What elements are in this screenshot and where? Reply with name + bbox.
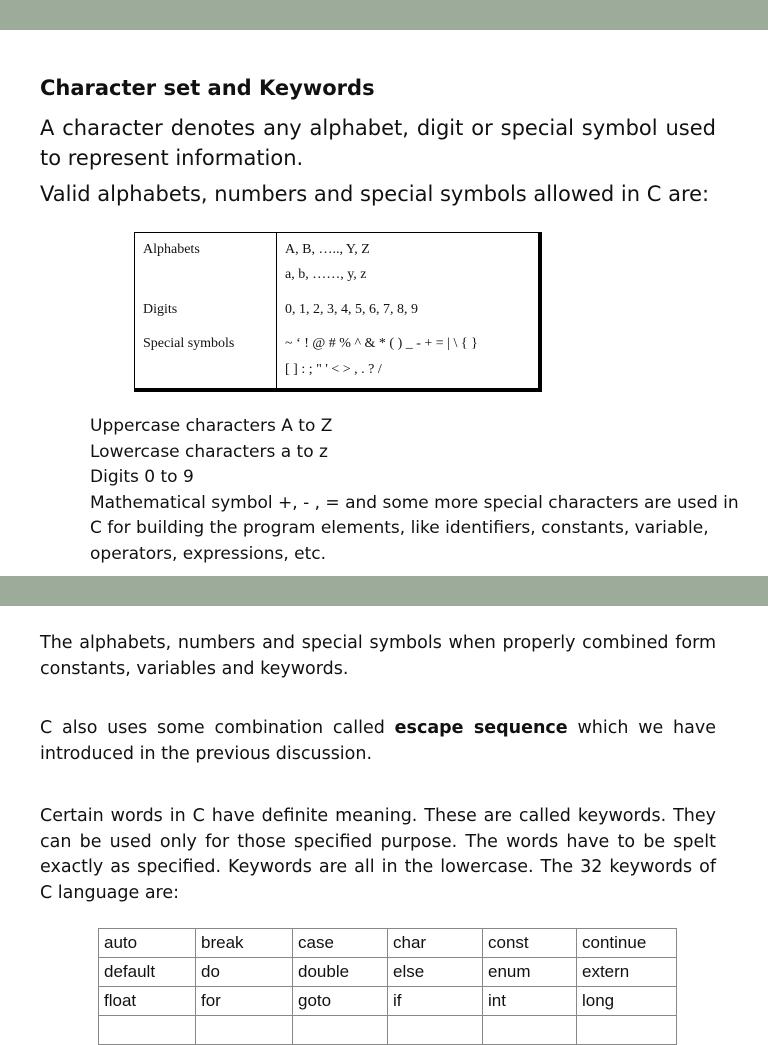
list-item: Mathematical symbol +, - , = and some more special characters are used in C for building the program elements, like identifiers, constants, variable, operators, expressions, etc. [90, 492, 739, 564]
escape-text-after: which we have introduced in the previous discussion. [40, 718, 716, 764]
keyword-cell: break [196, 929, 293, 958]
character-list [90, 414, 740, 567]
keyword-cell: for [196, 987, 293, 1016]
table-label-digits: Digits [143, 302, 178, 317]
keywords-paragraph: Certain words in C have definite meaning. These are called keywords. They can be used only for those specified purpose. The words have to be spelt exactly as specified. Keywords are all in the lowercase. The 32 keywords of C language are: [40, 806, 716, 903]
table-row [99, 987, 677, 1016]
keyword-cell [483, 1016, 577, 1045]
keyword-cell: do [196, 958, 293, 987]
intro-paragraph: A character denotes any alphabet, digit or special symbol used to represent information. [40, 116, 716, 170]
slide-header-band [0, 0, 768, 30]
keyword-cell: case [293, 929, 388, 958]
table-row [99, 1016, 677, 1045]
table-row [99, 929, 677, 958]
keyword-cell: extern [577, 958, 677, 987]
table-value-uppercase: A, B, ….., Y, Z [285, 242, 370, 257]
valid-characters-paragraph: Valid alphabets, numbers and special symbols allowed in C are: [40, 182, 710, 206]
list-item: Digits 0 to 9 [90, 467, 194, 487]
keyword-cell: double [293, 958, 388, 987]
list-item: Lowercase characters a to z [90, 441, 328, 462]
keyword-cell [388, 1016, 483, 1045]
table-value-lowercase: a, b, ……, y, z [285, 267, 367, 282]
keyword-cell: continue [577, 929, 677, 958]
table-label-alphabets: Alphabets [143, 242, 200, 257]
keyword-cell: auto [99, 929, 196, 958]
keywords-table [98, 928, 677, 1045]
table-value-digits: 0, 1, 2, 3, 4, 5, 6, 7, 8, 9 [285, 302, 418, 317]
escape-sequence-term: escape sequence [394, 718, 568, 738]
combined-form-paragraph: The alphabets, numbers and special symbols when properly combined form constants, variables and keywords. [40, 633, 716, 679]
slide-separator-band [0, 576, 768, 606]
table-label-special-symbols: Special symbols [143, 336, 235, 351]
keyword-cell: enum [483, 958, 577, 987]
keyword-cell: char [388, 929, 483, 958]
keyword-cell: float [99, 987, 196, 1016]
keyword-cell [99, 1016, 196, 1045]
list-item: Uppercase characters A to Z [90, 416, 333, 436]
keyword-cell: long [577, 987, 677, 1016]
keyword-cell [196, 1016, 293, 1045]
table-divider [276, 233, 277, 388]
escape-text-before: C also uses some combination called [40, 718, 395, 738]
keyword-cell: if [388, 987, 483, 1016]
keyword-cell [293, 1016, 388, 1045]
keyword-cell: else [388, 958, 483, 987]
table-row [99, 958, 677, 987]
keyword-cell: default [99, 958, 196, 987]
keyword-cell: const [483, 929, 577, 958]
keyword-cell: int [483, 987, 577, 1016]
keyword-cell: goto [293, 987, 388, 1016]
page-title: Character set and Keywords [40, 76, 375, 100]
keyword-cell [577, 1016, 677, 1045]
character-set-table [134, 232, 542, 392]
table-value-special-symbols-1: ~ ‘ ! @ # % ^ & * ( ) _ - + = | \ { } [285, 336, 478, 351]
escape-sequence-paragraph [40, 716, 716, 767]
table-value-special-symbols-2: [ ] : ; " ' < > , . ? / [285, 362, 382, 377]
